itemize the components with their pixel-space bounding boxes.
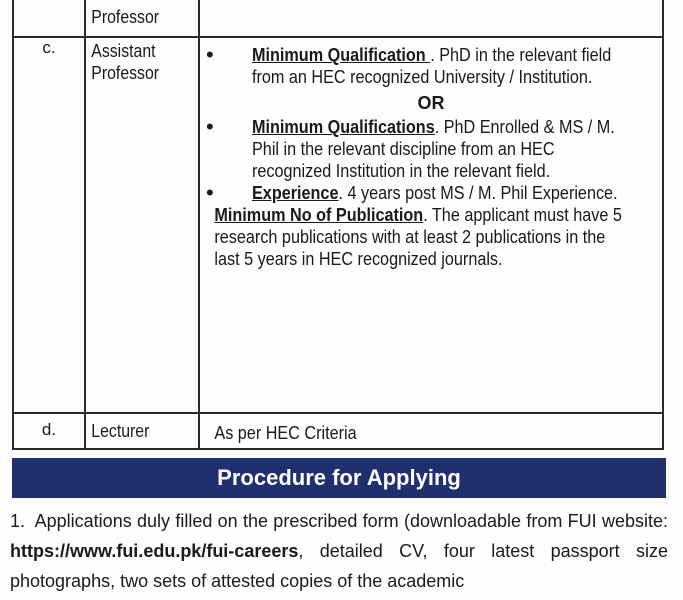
or-separator: OR <box>417 93 445 113</box>
section-banner <box>12 458 666 498</box>
item-number: 1. <box>10 511 26 531</box>
criteria-text: . The applicant must have 5 research publications with at least 2 publications in the last 5 years in HEC recognized journals. <box>214 205 622 269</box>
position-line: Assistant <box>91 41 156 61</box>
criteria-cell <box>199 413 663 449</box>
position-cell <box>85 0 199 37</box>
criteria-text: As per HEC Criteria <box>214 423 357 443</box>
bullet-icon: • <box>206 114 214 139</box>
criteria-heading: Minimum Qualifications <box>252 117 435 137</box>
table-row <box>13 37 663 413</box>
position-label <box>86 38 201 84</box>
careers-link[interactable]: https://www.fui.edu.pk/fui-careers <box>10 541 299 561</box>
serial-cell: d. <box>13 413 85 449</box>
table-row <box>13 413 663 449</box>
position-label: Lecturer <box>91 421 150 441</box>
list-item <box>200 182 662 204</box>
position-cell <box>85 37 199 413</box>
criteria-cell <box>199 0 663 37</box>
procedure-paragraph <box>10 506 668 596</box>
table-row <box>13 0 663 37</box>
position-label: Professor <box>91 7 160 27</box>
publication-requirement <box>200 204 628 270</box>
eligibility-table <box>12 0 664 450</box>
criteria-text: . PhD in the relevant field from an HEC recognized University / Institution. <box>252 45 612 87</box>
criteria-heading: Minimum Qualification <box>252 45 431 65</box>
serial-cell: c. <box>13 37 85 413</box>
procedure-text: , detailed CV, four latest passport size photographs, two sets of attested copies of the academic <box>10 541 668 591</box>
section-title: Procedure for Applying <box>217 465 461 490</box>
bullet-icon: • <box>206 180 214 205</box>
criteria-heading: Minimum No of Publication <box>214 205 424 225</box>
criteria-text: . PhD Enrolled & MS / M. Phil in the relevant discipline from an HEC recognized Institution in the relevant field. <box>252 117 615 181</box>
list-item <box>200 44 662 88</box>
criteria-cell <box>199 37 663 413</box>
list-item <box>200 116 662 182</box>
position-cell <box>85 413 199 449</box>
position-line: Professor <box>91 63 160 83</box>
bullet-icon: • <box>206 42 214 67</box>
criteria-text: . 4 years post MS / M. Phil Experience. <box>338 183 618 203</box>
criteria-heading: Experience <box>252 183 339 203</box>
serial-cell <box>13 0 85 37</box>
procedure-text: Applications duly filled on the prescribed form (downloadable from FUI website: <box>34 511 668 531</box>
